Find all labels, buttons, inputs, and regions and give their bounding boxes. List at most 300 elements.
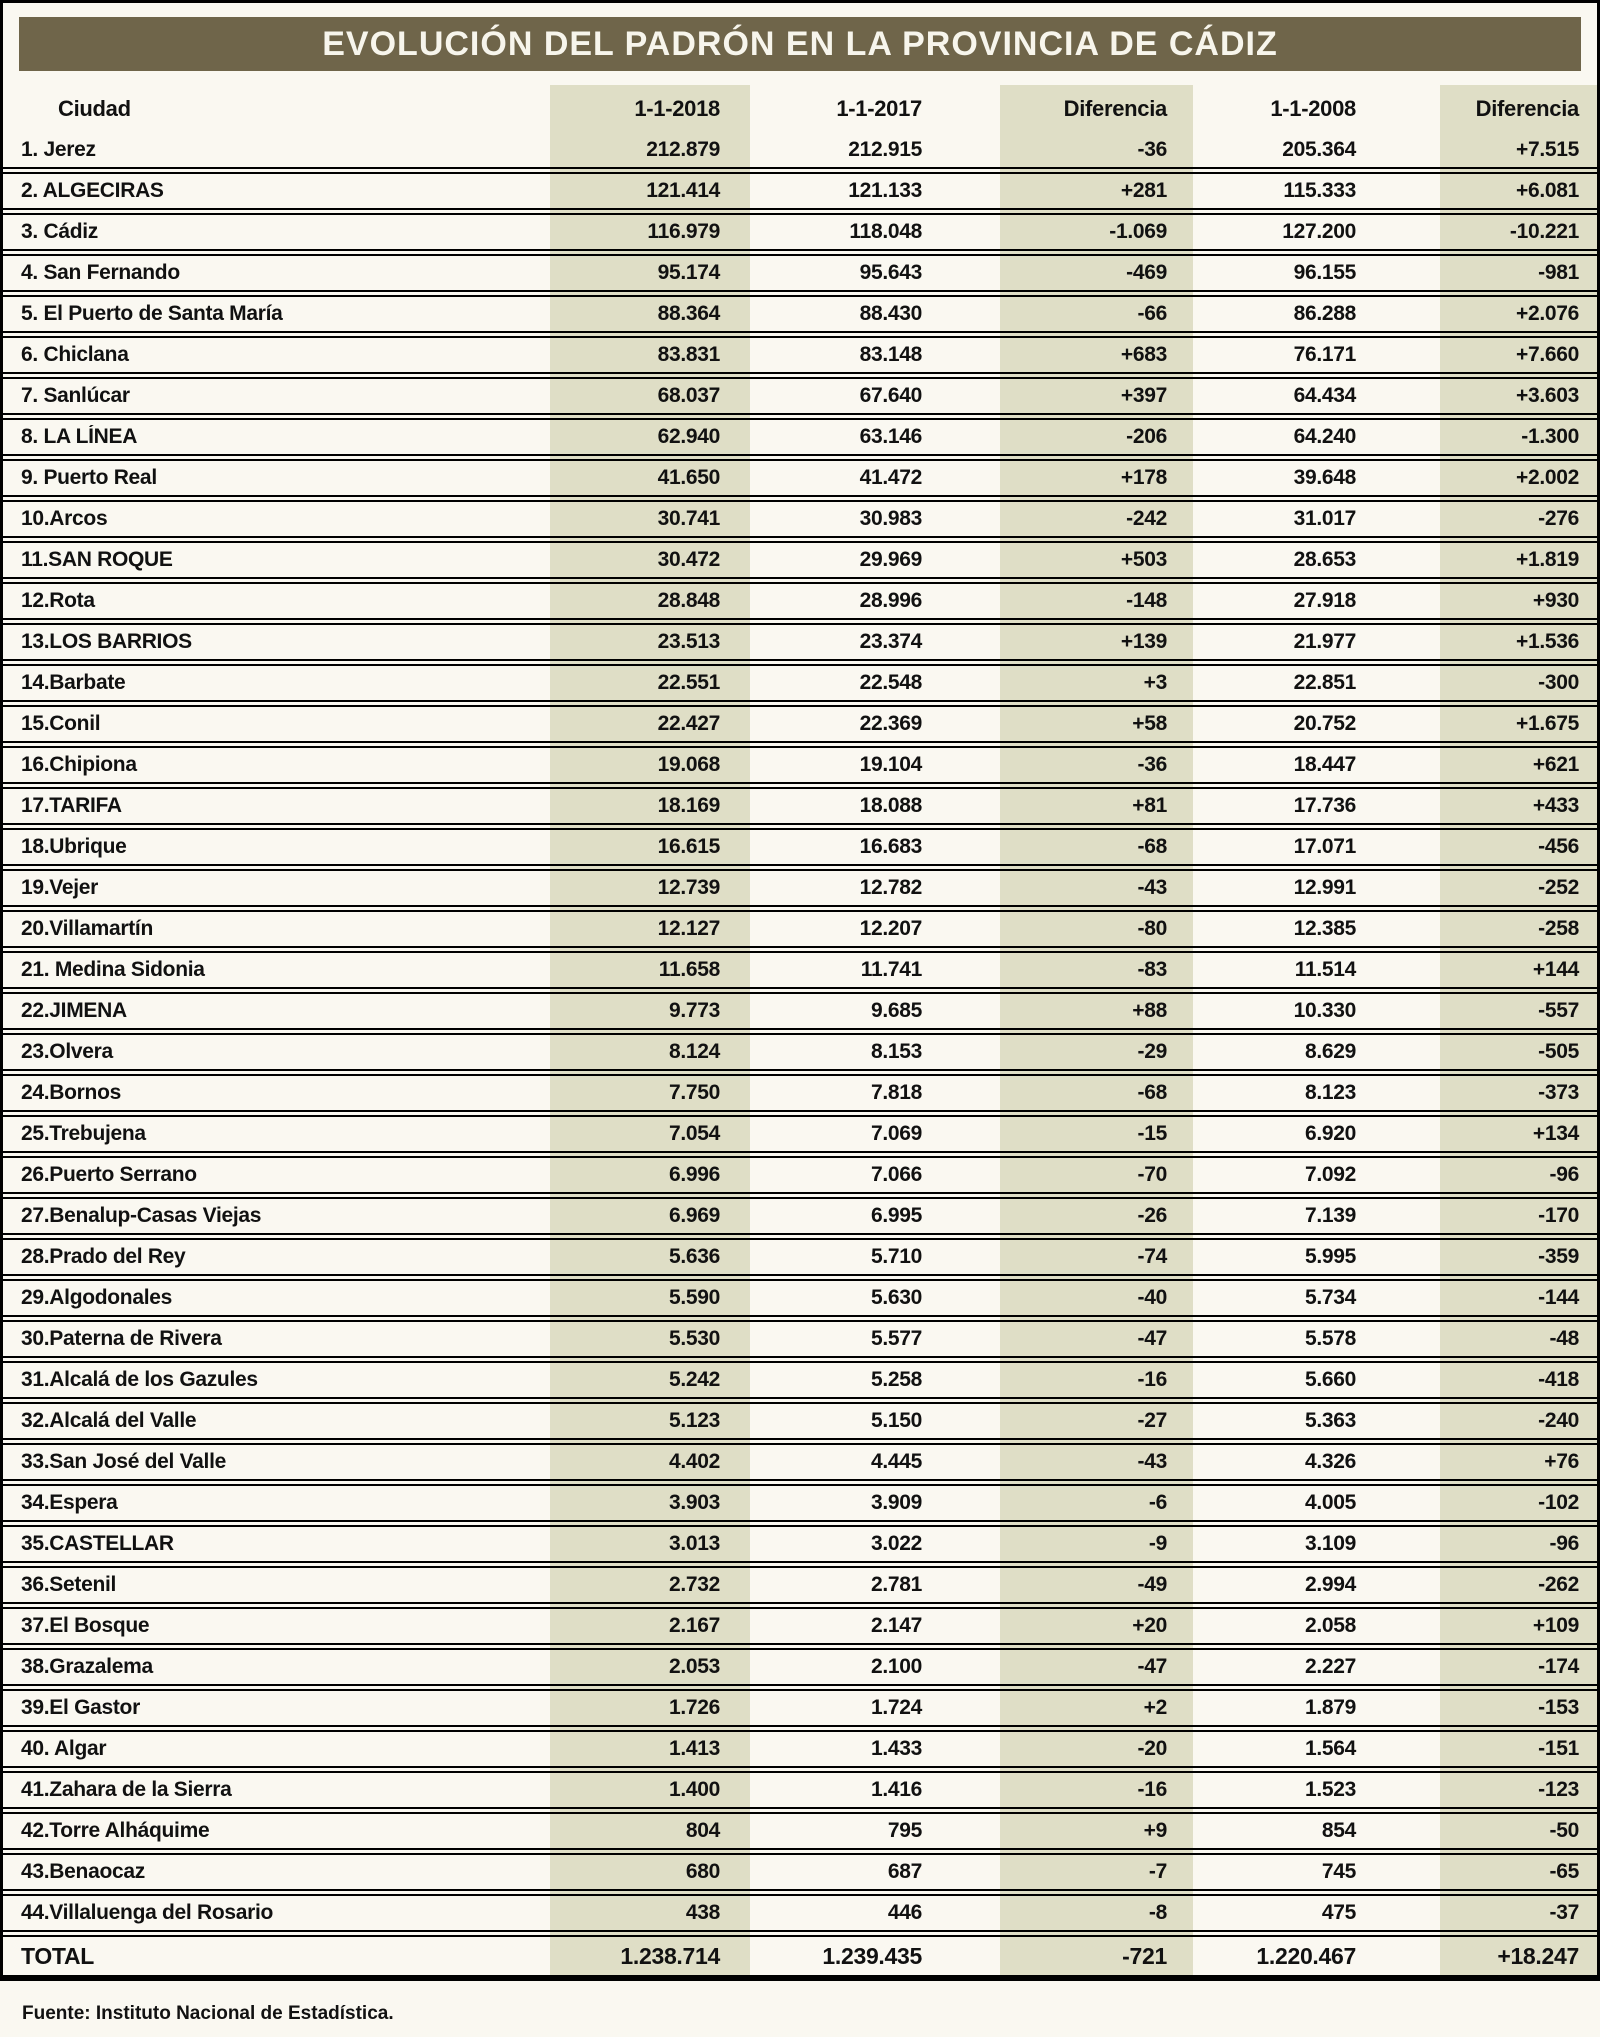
row-cell-y2018: 8.124 [668,1040,720,1063]
row-cell-y2018: 12.127 [657,917,720,940]
row-cell-dif-2017: -47 [1137,1655,1167,1678]
row-cell-y2017: 2.147 [870,1614,922,1637]
row-cell-dif-2017: +81 [1132,794,1167,817]
row-cell-y2017: 2.781 [870,1573,922,1596]
row-cell-dif-2008: +134 [1532,1122,1579,1145]
row-cell-y2008: 115.333 [1283,179,1356,202]
table-row [3,1896,1597,1937]
row-cell-dif-2017: -43 [1137,876,1167,899]
table-row [3,1855,1597,1896]
row-cell-y2008: 854 [1321,1819,1356,1842]
row-cell-y2017: 4.445 [870,1450,922,1473]
table-row [3,1158,1597,1199]
row-cell-y2017: 11.741 [860,958,922,981]
row-cell-dif-2017: -9 [1148,1532,1167,1555]
row-cell-y2018: 212.879 [646,138,720,161]
row-cell-dif-2017: +178 [1120,466,1167,489]
row-cell-y2018: 88.364 [657,302,720,325]
row-cell-y2008: 6.920 [1304,1122,1356,1145]
table-row [3,256,1597,297]
table-row [3,133,1597,174]
row-cell-dif-2017: -7 [1148,1860,1167,1883]
row-cell-dif-2008: +144 [1532,958,1579,981]
row-cell-city: 33.San José del Valle [21,1450,226,1473]
row-cell-city: 1. Jerez [21,138,96,161]
row-cell-y2008: 7.092 [1304,1163,1356,1186]
total-cell-y2018: 1.238.714 [620,1942,720,1969]
row-cell-y2017: 3.022 [870,1532,922,1555]
row-cell-y2008: 8.123 [1304,1081,1356,1104]
row-cell-y2018: 1.413 [668,1737,720,1760]
row-cell-dif-2008: +1.819 [1515,548,1579,571]
row-cell-y2018: 18.169 [657,794,720,817]
row-cell-city: 10.Arcos [21,507,108,530]
row-cell-dif-2008: +2.002 [1515,466,1579,489]
table-row [3,625,1597,666]
row-cell-dif-2017: +9 [1143,1819,1167,1842]
row-cell-dif-2008: +433 [1532,794,1579,817]
row-cell-dif-2008: -276 [1538,507,1579,530]
page-title: EVOLUCIÓN DEL PADRÓN EN LA PROVINCIA DE CÁDIZ [322,24,1278,63]
row-cell-y2018: 2.053 [668,1655,720,1678]
row-cell-dif-2017: -68 [1137,1081,1167,1104]
row-cell-y2008: 76.171 [1293,343,1356,366]
row-cell-dif-2008: -505 [1538,1040,1579,1063]
row-cell-dif-2008: -102 [1538,1491,1579,1514]
row-cell-city: 32.Alcalá del Valle [21,1409,197,1432]
row-cell-y2017: 12.782 [859,876,922,899]
row-cell-city: 21. Medina Sidonia [21,958,205,981]
row-cell-y2018: 16.615 [657,835,720,858]
row-cell-city: 35.CASTELLAR [21,1532,174,1555]
row-cell-y2017: 2.100 [870,1655,922,1678]
row-cell-dif-2017: -83 [1137,958,1167,981]
table-row [3,748,1597,789]
table-row [3,502,1597,543]
row-cell-dif-2008: -373 [1538,1081,1579,1104]
row-cell-y2018: 9.773 [668,999,720,1022]
row-cell-dif-2017: -29 [1137,1040,1167,1063]
table-row [3,174,1597,215]
row-cell-dif-2008: +3.603 [1515,384,1579,407]
row-cell-city: 7. Sanlúcar [21,384,130,407]
table-row [3,994,1597,1035]
row-cell-city: 41.Zahara de la Sierra [21,1778,232,1801]
row-cell-y2018: 5.530 [668,1327,720,1350]
row-cell-dif-2017: -148 [1126,589,1167,612]
row-cell-y2008: 64.434 [1293,384,1356,407]
row-cell-y2018: 22.551 [657,671,720,694]
row-cell-y2018: 68.037 [657,384,720,407]
row-cell-y2008: 4.005 [1304,1491,1356,1514]
row-cell-city: 11.SAN ROQUE [21,548,173,571]
row-cell-dif-2008: -174 [1538,1655,1579,1678]
row-cell-dif-2017: +281 [1120,179,1167,202]
row-cell-y2017: 5.150 [870,1409,922,1432]
row-cell-y2008: 5.995 [1304,1245,1356,1268]
population-table [3,85,1597,1981]
row-cell-y2008: 27.918 [1293,589,1356,612]
table-row [3,871,1597,912]
row-cell-dif-2008: +1.536 [1515,630,1579,653]
row-cell-y2017: 6.995 [870,1204,922,1227]
table-row [3,912,1597,953]
row-cell-y2017: 18.088 [859,794,922,817]
row-cell-dif-2017: -68 [1137,835,1167,858]
row-cell-city: 3. Cádiz [21,220,98,243]
row-cell-y2008: 3.109 [1304,1532,1356,1555]
total-cell-y2017: 1.239.435 [822,1942,922,1969]
row-cell-y2008: 745 [1321,1860,1356,1883]
row-cell-y2018: 5.590 [668,1286,720,1309]
row-cell-y2008: 7.139 [1304,1204,1356,1227]
row-cell-city: 18.Ubrique [21,835,127,858]
row-cell-y2008: 2.994 [1304,1573,1356,1596]
row-cell-y2008: 1.879 [1304,1696,1356,1719]
row-cell-y2018: 804 [685,1819,720,1842]
row-cell-dif-2017: -26 [1137,1204,1167,1227]
row-cell-dif-2017: -80 [1137,917,1167,940]
header-cell-dif-2017: Diferencia [1063,96,1167,121]
row-cell-dif-2017: -1.069 [1109,220,1167,243]
table-row [3,215,1597,256]
row-cell-y2018: 3.903 [668,1491,720,1514]
row-cell-dif-2017: -66 [1137,302,1167,325]
table-row [3,1035,1597,1076]
row-cell-dif-2008: -1.300 [1521,425,1579,448]
row-cell-dif-2008: -50 [1549,1819,1579,1842]
row-cell-y2008: 4.326 [1304,1450,1356,1473]
row-cell-y2018: 121.414 [646,179,720,202]
row-cell-y2018: 62.940 [657,425,720,448]
table-row [3,1363,1597,1404]
row-cell-y2008: 2.227 [1304,1655,1356,1678]
row-cell-city: 5. El Puerto de Santa María [21,302,283,325]
row-cell-y2017: 5.577 [870,1327,922,1350]
row-cell-dif-2008: +930 [1532,589,1579,612]
row-cell-dif-2008: -37 [1549,1901,1579,1924]
row-cell-dif-2008: -144 [1538,1286,1579,1309]
row-cell-y2018: 12.739 [657,876,720,899]
row-cell-city: 30.Paterna de Rivera [21,1327,222,1350]
table-row [3,1076,1597,1117]
row-cell-dif-2017: -20 [1137,1737,1167,1760]
table-row [3,1240,1597,1281]
row-cell-city: 9. Puerto Real [21,466,157,489]
row-cell-city: 8. LA LÍNEA [21,425,138,448]
header-cell-city: Ciudad [58,96,131,121]
table-row [3,1486,1597,1527]
row-cell-y2017: 23.374 [859,630,922,653]
row-cell-dif-2017: -8 [1148,1901,1167,1924]
row-cell-y2017: 67.640 [859,384,922,407]
row-cell-dif-2017: -70 [1137,1163,1167,1186]
row-cell-dif-2017: +139 [1120,630,1167,653]
table-row [3,1773,1597,1814]
row-cell-city: 2. ALGECIRAS [21,179,164,202]
total-cell-dif-2017: -721 [1122,1942,1167,1969]
row-cell-city: 34.Espera [21,1491,118,1514]
table-row [3,584,1597,625]
row-cell-y2008: 2.058 [1304,1614,1356,1637]
row-cell-y2018: 1.726 [668,1696,720,1719]
row-cell-dif-2008: -981 [1538,261,1579,284]
table-row [3,1568,1597,1609]
row-cell-y2008: 5.660 [1304,1368,1356,1391]
row-cell-dif-2008: -456 [1538,835,1579,858]
row-cell-y2017: 118.048 [849,220,922,243]
row-cell-dif-2017: +3 [1143,671,1167,694]
row-cell-dif-2008: -10.221 [1509,220,1579,243]
row-cell-y2017: 5.258 [870,1368,922,1391]
row-cell-y2017: 12.207 [859,917,922,940]
row-cell-dif-2017: +683 [1120,343,1167,366]
row-cell-y2008: 64.240 [1293,425,1356,448]
row-cell-y2018: 23.513 [657,630,720,653]
row-cell-city: 14.Barbate [21,671,126,694]
row-cell-dif-2017: -43 [1137,1450,1167,1473]
row-cell-y2008: 21.977 [1293,630,1356,653]
row-cell-city: 19.Vejer [21,876,99,899]
row-cell-y2017: 7.069 [870,1122,922,1145]
row-cell-y2017: 687 [887,1860,922,1883]
row-cell-dif-2008: +109 [1532,1614,1579,1637]
table-row [3,543,1597,584]
row-cell-city: 17.TARIFA [21,794,122,817]
row-cell-y2018: 7.054 [668,1122,720,1145]
row-cell-y2008: 18.447 [1293,753,1356,776]
row-cell-y2018: 2.167 [668,1614,720,1637]
row-cell-y2017: 7.066 [870,1163,922,1186]
row-cell-city: 4. San Fernando [21,261,180,284]
row-cell-y2017: 3.909 [870,1491,922,1514]
row-cell-y2017: 446 [887,1901,922,1924]
total-cell-y2008: 1.220.467 [1256,1942,1356,1969]
row-cell-city: 22.JIMENA [21,999,127,1022]
row-cell-y2018: 7.750 [668,1081,720,1104]
row-cell-dif-2017: -36 [1137,753,1167,776]
table-row [3,1322,1597,1363]
row-cell-city: 24.Bornos [21,1081,121,1104]
row-cell-y2008: 86.288 [1293,302,1356,325]
header-cell-y2018: 1-1-2018 [634,96,720,121]
row-cell-y2008: 8.629 [1304,1040,1356,1063]
row-cell-city: 29.Algodonales [21,1286,173,1309]
row-cell-y2008: 17.071 [1293,835,1356,858]
table-row [3,666,1597,707]
row-cell-city: 43.Benaocaz [21,1860,145,1883]
row-cell-dif-2017: +88 [1132,999,1167,1022]
title-bar [19,17,1581,71]
total-cell-city: TOTAL [21,1942,95,1969]
header-cell-y2017: 1-1-2017 [836,96,922,121]
row-cell-dif-2017: -6 [1148,1491,1167,1514]
row-cell-y2017: 41.472 [859,466,922,489]
row-cell-y2008: 5.734 [1304,1286,1356,1309]
row-cell-y2018: 6.969 [668,1204,720,1227]
row-cell-y2017: 8.153 [870,1040,922,1063]
row-cell-y2018: 22.427 [657,712,720,735]
row-cell-y2008: 10.330 [1293,999,1356,1022]
row-cell-city: 20.Villamartín [21,917,153,940]
row-cell-y2018: 11.658 [658,958,720,981]
table-row [3,789,1597,830]
row-cell-dif-2008: -252 [1538,876,1579,899]
row-cell-dif-2017: -40 [1137,1286,1167,1309]
row-cell-y2018: 2.732 [668,1573,720,1596]
row-cell-y2008: 1.564 [1304,1737,1356,1760]
source-note: Fuente: Instituto Nacional de Estadística. [22,2003,394,2024]
row-cell-y2018: 30.472 [657,548,720,571]
table-content [3,85,1597,1981]
row-cell-y2017: 1.416 [870,1778,922,1801]
row-cell-dif-2008: -151 [1538,1737,1579,1760]
table-row [3,1691,1597,1732]
row-cell-city: 27.Benalup-Casas Viejas [21,1204,262,1227]
row-cell-y2008: 12.991 [1293,876,1356,899]
row-cell-dif-2008: -96 [1549,1532,1579,1555]
row-cell-y2018: 4.402 [668,1450,720,1473]
row-cell-dif-2017: -469 [1126,261,1167,284]
row-cell-y2017: 22.548 [859,671,922,694]
table-row [3,1404,1597,1445]
row-cell-y2017: 95.643 [859,261,922,284]
row-cell-y2017: 28.996 [859,589,922,612]
row-cell-dif-2008: -153 [1538,1696,1579,1719]
row-cell-y2008: 12.385 [1293,917,1356,940]
table-row [3,1609,1597,1650]
row-cell-dif-2017: -16 [1137,1778,1167,1801]
total-cell-dif-2008: +18.247 [1497,1942,1579,1969]
row-cell-dif-2008: +1.675 [1515,712,1579,735]
table-row [3,379,1597,420]
table-row [3,1732,1597,1773]
row-cell-dif-2008: -48 [1549,1327,1579,1350]
row-cell-city: 28.Prado del Rey [21,1245,186,1268]
row-cell-dif-2008: +7.660 [1515,343,1579,366]
table-row [3,1199,1597,1240]
row-cell-y2017: 121.133 [848,179,922,202]
table-row [3,297,1597,338]
row-cell-y2008: 17.736 [1293,794,1356,817]
row-cell-dif-2008: -359 [1538,1245,1579,1268]
row-cell-y2008: 5.578 [1304,1327,1356,1350]
row-cell-dif-2008: -258 [1538,917,1579,940]
table-row [3,953,1597,994]
row-cell-dif-2008: +76 [1544,1450,1579,1473]
row-cell-city: 44.Villaluenga del Rosario [21,1901,274,1924]
row-cell-dif-2017: -16 [1137,1368,1167,1391]
table-row [3,830,1597,871]
row-cell-dif-2017: -47 [1137,1327,1167,1350]
row-cell-y2017: 1.724 [870,1696,922,1719]
row-cell-y2017: 19.104 [859,753,922,776]
row-cell-dif-2017: +58 [1132,712,1167,735]
row-cell-y2017: 29.969 [859,548,922,571]
table-row [3,338,1597,379]
row-cell-y2008: 22.851 [1293,671,1356,694]
row-cell-y2018: 19.068 [657,753,720,776]
row-cell-y2018: 3.013 [668,1532,720,1555]
row-cell-dif-2017: +2 [1143,1696,1167,1719]
row-cell-city: 36.Setenil [21,1573,117,1596]
row-cell-dif-2008: +7.515 [1515,138,1579,161]
table-rows [3,133,1597,1937]
row-cell-y2017: 212.915 [848,138,922,161]
row-cell-y2017: 795 [887,1819,922,1842]
row-cell-y2008: 96.155 [1293,261,1356,284]
row-cell-dif-2017: +20 [1132,1614,1167,1637]
row-cell-city: 16.Chipiona [21,753,137,776]
row-cell-dif-2017: -36 [1137,138,1167,161]
row-cell-y2017: 22.369 [859,712,922,735]
row-cell-dif-2008: -123 [1538,1778,1579,1801]
row-cell-dif-2008: -262 [1538,1573,1579,1596]
row-cell-y2008: 5.363 [1304,1409,1356,1432]
row-cell-dif-2017: -27 [1137,1409,1167,1432]
row-cell-city: 13.LOS BARRIOS [21,630,192,653]
row-cell-y2008: 205.364 [1282,138,1356,161]
table-row [3,707,1597,748]
table-row [3,1117,1597,1158]
table-row [3,1445,1597,1486]
row-cell-city: 39.El Gastor [21,1696,140,1719]
row-cell-y2017: 5.710 [870,1245,922,1268]
row-cell-y2008: 475 [1321,1901,1356,1924]
row-cell-dif-2008: -96 [1549,1163,1579,1186]
row-cell-y2018: 6.996 [668,1163,720,1186]
row-cell-dif-2017: -242 [1126,507,1167,530]
row-cell-city: 25.Trebujena [21,1122,146,1145]
row-cell-city: 6. Chiclana [21,343,129,366]
row-cell-y2018: 41.650 [657,466,720,489]
row-cell-y2017: 88.430 [859,302,922,325]
row-cell-y2008: 1.523 [1304,1778,1356,1801]
header-row [3,85,1597,133]
row-cell-dif-2017: +503 [1120,548,1167,571]
table-row [3,461,1597,502]
row-cell-dif-2008: +2.076 [1515,302,1579,325]
total-row [3,1937,1597,1981]
table-row [3,1281,1597,1322]
row-cell-dif-2008: -418 [1538,1368,1579,1391]
row-cell-dif-2017: -15 [1137,1122,1167,1145]
row-cell-y2018: 5.123 [668,1409,720,1432]
row-cell-dif-2008: -557 [1538,999,1579,1022]
row-cell-y2018: 438 [685,1901,720,1924]
row-cell-y2008: 28.653 [1293,548,1356,571]
header-cell-y2008: 1-1-2008 [1270,96,1356,121]
row-cell-y2008: 39.648 [1293,466,1356,489]
row-cell-y2008: 31.017 [1293,507,1356,530]
row-cell-city: 26.Puerto Serrano [21,1163,197,1186]
row-cell-dif-2017: -206 [1126,425,1167,448]
header-cell-dif-2008: Diferencia [1475,96,1579,121]
row-cell-y2017: 16.683 [859,835,922,858]
row-cell-dif-2008: -240 [1538,1409,1579,1432]
row-cell-dif-2008: +6.081 [1515,179,1579,202]
table-row [3,1814,1597,1855]
row-cell-y2017: 9.685 [870,999,922,1022]
row-cell-y2017: 1.433 [870,1737,922,1760]
row-cell-dif-2008: -170 [1538,1204,1579,1227]
row-cell-y2018: 28.848 [657,589,720,612]
row-cell-dif-2017: -74 [1137,1245,1167,1268]
row-cell-city: 42.Torre Alháquime [21,1819,210,1842]
row-cell-y2018: 116.979 [647,220,720,243]
row-cell-dif-2008: +621 [1532,753,1579,776]
row-cell-y2018: 83.831 [657,343,720,366]
